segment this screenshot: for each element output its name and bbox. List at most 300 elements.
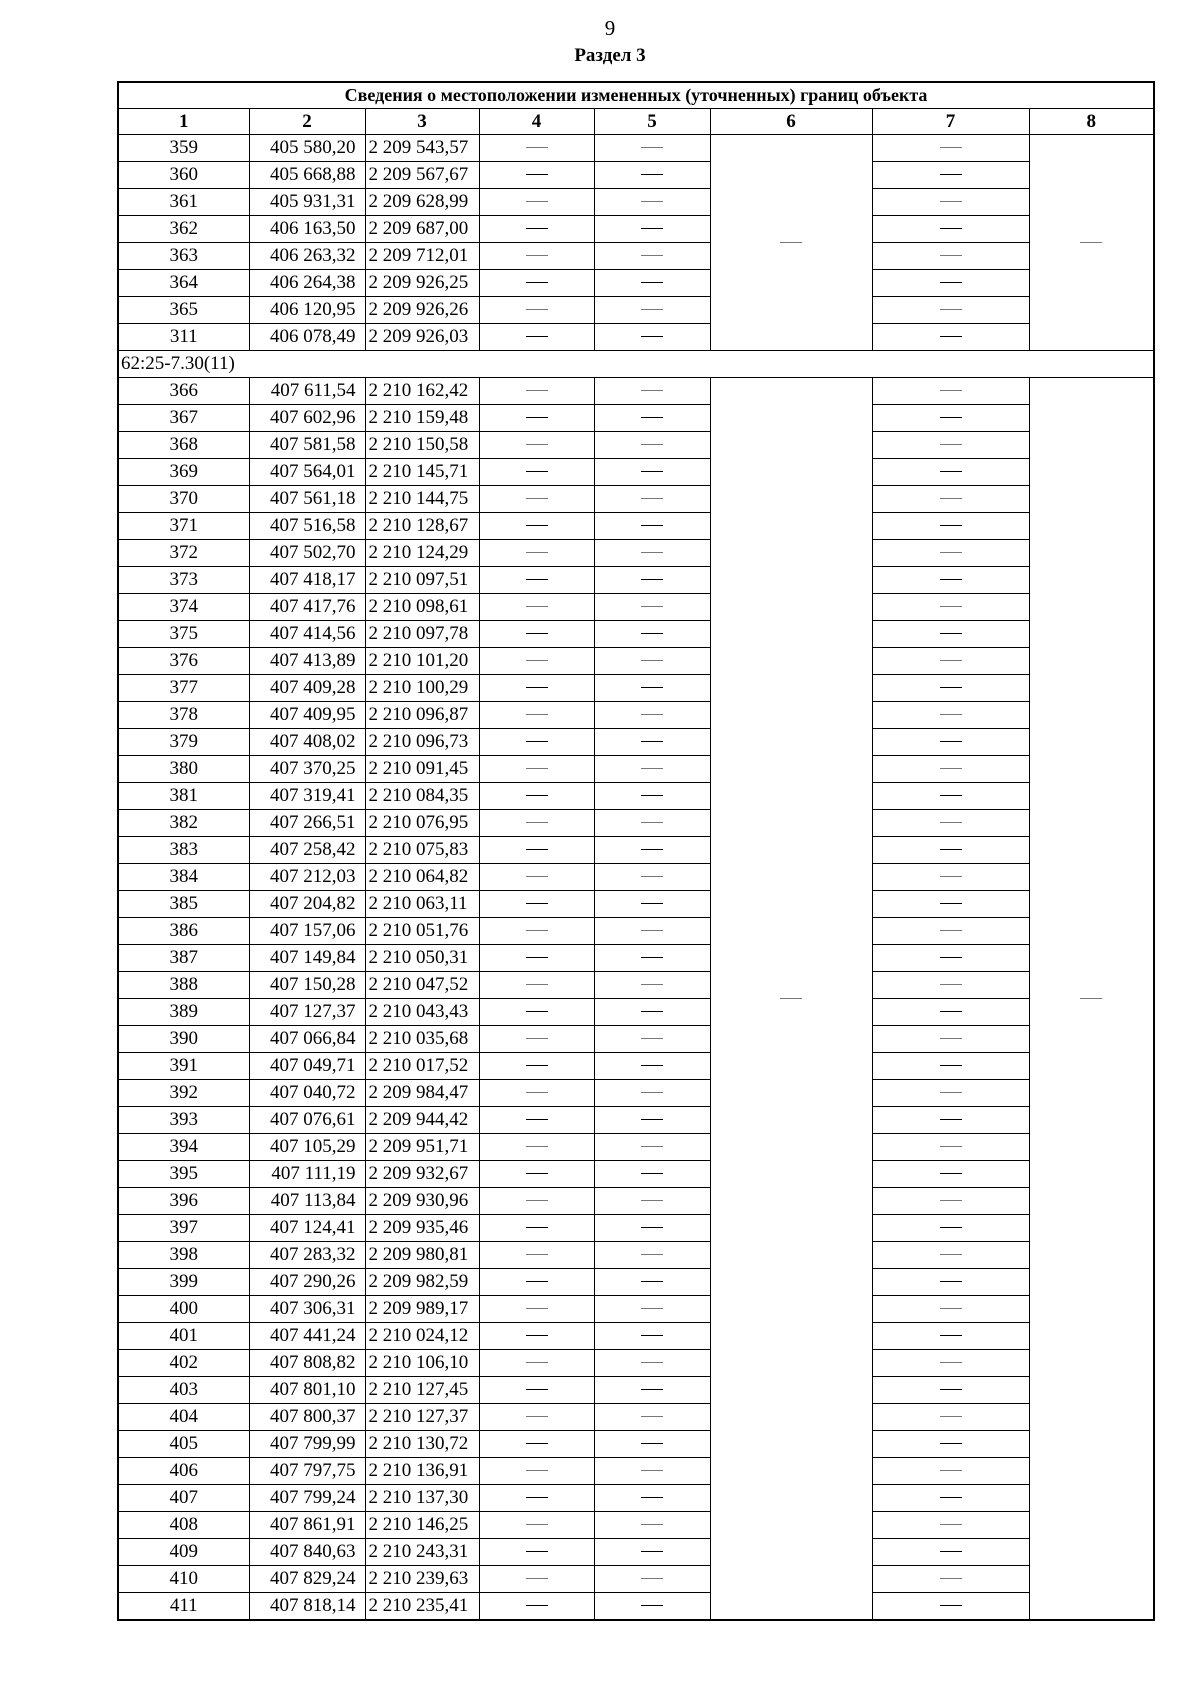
column-7-cell — [872, 972, 1029, 999]
point-number-cell: 372 — [118, 540, 249, 567]
column-4-cell — [479, 810, 594, 837]
dash-mark — [526, 1173, 548, 1174]
column-4-cell — [479, 1053, 594, 1080]
dash-mark — [526, 984, 548, 985]
table-row — [118, 1053, 1154, 1080]
column-7-cell — [872, 216, 1029, 243]
coordinate-x-cell: 407 066,84 — [249, 1026, 365, 1053]
table-row — [118, 621, 1154, 648]
column-5-cell — [594, 1296, 710, 1323]
column-5-cell — [594, 270, 710, 297]
dash-mark — [526, 336, 548, 337]
column-4-cell — [479, 324, 594, 351]
coordinate-x-cell: 407 861,91 — [249, 1512, 365, 1539]
dash-mark — [940, 1551, 962, 1552]
dash-mark — [940, 498, 962, 499]
dash-mark — [641, 1443, 663, 1444]
column-5-cell — [594, 405, 710, 432]
dash-mark — [641, 390, 663, 391]
coordinate-y-cell: 2 209 926,26 — [365, 297, 479, 324]
dash-mark — [641, 795, 663, 796]
column-header-row — [118, 109, 1154, 135]
table-row — [118, 999, 1154, 1026]
column-4-cell — [479, 1377, 594, 1404]
point-number-cell: 405 — [118, 1431, 249, 1458]
column-5-cell — [594, 1161, 710, 1188]
coordinate-x-cell: 407 124,41 — [249, 1215, 365, 1242]
column-5-cell — [594, 378, 710, 405]
dash-mark — [641, 1011, 663, 1012]
point-number-cell: 373 — [118, 567, 249, 594]
column-5-cell — [594, 1512, 710, 1539]
dash-mark — [526, 255, 548, 256]
dash-mark — [641, 201, 663, 202]
point-number-cell: 375 — [118, 621, 249, 648]
coordinate-y-cell: 2 210 091,45 — [365, 756, 479, 783]
column-7-cell — [872, 486, 1029, 513]
dash-mark — [526, 282, 548, 283]
dash-mark — [940, 579, 962, 580]
point-number-cell: 400 — [118, 1296, 249, 1323]
column-4-cell — [479, 1404, 594, 1431]
dash-mark — [641, 228, 663, 229]
dash-mark — [526, 1119, 548, 1120]
point-number-cell: 360 — [118, 162, 249, 189]
coordinate-y-cell: 2 209 982,59 — [365, 1269, 479, 1296]
dash-mark — [641, 1524, 663, 1525]
point-number-cell: 366 — [118, 378, 249, 405]
column-4-cell — [479, 1080, 594, 1107]
column-4-cell — [479, 432, 594, 459]
coordinate-x-cell: 406 263,32 — [249, 243, 365, 270]
dash-mark — [641, 309, 663, 310]
dash-mark — [526, 444, 548, 445]
column-4-cell — [479, 216, 594, 243]
table-row — [118, 1377, 1154, 1404]
dash-mark — [526, 174, 548, 175]
table-row — [118, 1269, 1154, 1296]
column-4-cell — [479, 1296, 594, 1323]
column-4-cell — [479, 243, 594, 270]
point-number-cell: 370 — [118, 486, 249, 513]
column-5-cell — [594, 1107, 710, 1134]
dash-mark — [526, 1470, 548, 1471]
coordinate-x-cell: 405 668,88 — [249, 162, 365, 189]
column-4-cell — [479, 1350, 594, 1377]
column-7-cell — [872, 1080, 1029, 1107]
table-row — [118, 513, 1154, 540]
column-5-cell — [594, 756, 710, 783]
dash-mark — [526, 417, 548, 418]
column-5-cell — [594, 648, 710, 675]
coordinate-y-cell: 2 210 024,12 — [365, 1323, 479, 1350]
coordinate-x-cell: 407 258,42 — [249, 837, 365, 864]
dash-mark — [940, 1605, 962, 1606]
dash-mark — [780, 242, 802, 243]
coordinate-y-cell: 2 210 137,30 — [365, 1485, 479, 1512]
dash-mark — [526, 1362, 548, 1363]
column-7-cell — [872, 756, 1029, 783]
point-number-cell: 385 — [118, 891, 249, 918]
point-number-cell: 396 — [118, 1188, 249, 1215]
point-number-cell: 379 — [118, 729, 249, 756]
table-row — [118, 864, 1154, 891]
column-7-cell — [872, 324, 1029, 351]
dash-mark — [940, 1119, 962, 1120]
column-7-cell — [872, 1593, 1029, 1621]
dash-mark — [940, 714, 962, 715]
point-number-cell: 363 — [118, 243, 249, 270]
coordinate-x-cell: 407 417,76 — [249, 594, 365, 621]
column-5-cell — [594, 513, 710, 540]
dash-mark — [940, 1470, 962, 1471]
column-4-cell — [479, 1458, 594, 1485]
column-7-cell — [872, 243, 1029, 270]
coordinate-y-cell: 2 209 951,71 — [365, 1134, 479, 1161]
table-row — [118, 1188, 1154, 1215]
dash-mark — [641, 552, 663, 553]
point-number-cell: 409 — [118, 1539, 249, 1566]
column-7-cell — [872, 1485, 1029, 1512]
point-number-cell: 389 — [118, 999, 249, 1026]
point-number-cell: 384 — [118, 864, 249, 891]
column-5-cell — [594, 891, 710, 918]
column-7-cell — [872, 270, 1029, 297]
point-number-cell: 367 — [118, 405, 249, 432]
dash-mark — [780, 998, 802, 999]
dash-mark — [940, 849, 962, 850]
table-row — [118, 1215, 1154, 1242]
column-4-cell — [479, 162, 594, 189]
coordinate-x-cell: 407 105,29 — [249, 1134, 365, 1161]
coordinate-x-cell: 407 306,31 — [249, 1296, 365, 1323]
coordinate-x-cell: 407 561,18 — [249, 486, 365, 513]
dash-mark — [526, 822, 548, 823]
column-7-cell — [872, 297, 1029, 324]
column-7-cell — [872, 1215, 1029, 1242]
column-5-cell — [594, 945, 710, 972]
coordinate-y-cell: 2 210 124,29 — [365, 540, 479, 567]
coordinate-x-cell: 407 409,28 — [249, 675, 365, 702]
table-row — [118, 783, 1154, 810]
coordinate-x-cell: 407 800,37 — [249, 1404, 365, 1431]
table-row — [118, 1242, 1154, 1269]
coordinate-x-cell: 407 611,54 — [249, 378, 365, 405]
column-7-cell — [872, 540, 1029, 567]
column-7-cell — [872, 594, 1029, 621]
dash-mark — [641, 1389, 663, 1390]
column-4-cell — [479, 1485, 594, 1512]
column-4-cell — [479, 1188, 594, 1215]
point-number-cell: 406 — [118, 1458, 249, 1485]
coordinate-x-cell: 407 266,51 — [249, 810, 365, 837]
column-header: 2 — [249, 109, 365, 135]
coordinate-x-cell: 406 264,38 — [249, 270, 365, 297]
dash-mark — [940, 255, 962, 256]
point-number-cell: 383 — [118, 837, 249, 864]
coordinate-x-cell: 407 516,58 — [249, 513, 365, 540]
column-7-cell — [872, 918, 1029, 945]
column-5-cell — [594, 1539, 710, 1566]
dash-mark — [641, 147, 663, 148]
table-row — [118, 1566, 1154, 1593]
coordinate-x-cell: 407 370,25 — [249, 756, 365, 783]
column-4-cell — [479, 567, 594, 594]
table-row — [118, 1134, 1154, 1161]
table-row — [118, 1107, 1154, 1134]
dash-mark — [940, 282, 962, 283]
column-5-cell — [594, 1242, 710, 1269]
coordinate-y-cell: 2 209 543,57 — [365, 135, 479, 162]
coordinate-x-cell: 407 414,56 — [249, 621, 365, 648]
column-5-cell — [594, 729, 710, 756]
coordinate-y-cell: 2 209 926,03 — [365, 324, 479, 351]
column-4-cell — [479, 972, 594, 999]
dash-mark — [641, 255, 663, 256]
table-body — [118, 135, 1154, 1621]
dash-mark — [940, 876, 962, 877]
dash-mark — [940, 1308, 962, 1309]
column-4-cell — [479, 594, 594, 621]
column-header: 7 — [872, 109, 1029, 135]
point-number-cell: 399 — [118, 1269, 249, 1296]
dash-mark — [641, 876, 663, 877]
dash-mark — [940, 390, 962, 391]
dash-mark — [526, 1389, 548, 1390]
column-5-cell — [594, 1485, 710, 1512]
column-7-cell — [872, 1323, 1029, 1350]
column-5-cell — [594, 486, 710, 513]
coordinate-x-cell: 407 204,82 — [249, 891, 365, 918]
column-4-cell — [479, 135, 594, 162]
point-number-cell: 377 — [118, 675, 249, 702]
column-6-merged-cell — [710, 378, 872, 1621]
column-4-cell — [479, 1539, 594, 1566]
table-row — [118, 378, 1154, 405]
point-number-cell: 397 — [118, 1215, 249, 1242]
table-row — [118, 216, 1154, 243]
column-4-cell — [479, 756, 594, 783]
column-5-cell — [594, 918, 710, 945]
dash-mark — [641, 1470, 663, 1471]
dash-mark — [526, 525, 548, 526]
dash-mark — [526, 849, 548, 850]
column-4-cell — [479, 459, 594, 486]
coordinate-x-cell: 407 076,61 — [249, 1107, 365, 1134]
column-4-cell — [479, 945, 594, 972]
dash-mark — [641, 633, 663, 634]
dash-mark — [641, 1416, 663, 1417]
column-5-cell — [594, 1377, 710, 1404]
coordinate-x-cell: 407 413,89 — [249, 648, 365, 675]
dash-mark — [940, 768, 962, 769]
column-7-cell — [872, 1539, 1029, 1566]
coordinate-y-cell: 2 210 063,11 — [365, 891, 479, 918]
column-4-cell — [479, 1107, 594, 1134]
dash-mark — [641, 336, 663, 337]
dash-mark — [940, 471, 962, 472]
dash-mark — [940, 336, 962, 337]
table-caption: Сведения о местоположении измененных (уточненных) границ объекта — [118, 82, 1154, 109]
column-5-cell — [594, 783, 710, 810]
coordinate-x-cell: 407 111,19 — [249, 1161, 365, 1188]
column-5-cell — [594, 567, 710, 594]
coordinate-y-cell: 2 209 926,25 — [365, 270, 479, 297]
column-4-cell — [479, 378, 594, 405]
dash-mark — [641, 1200, 663, 1201]
column-4-cell — [479, 1161, 594, 1188]
point-number-cell: 364 — [118, 270, 249, 297]
coordinate-x-cell: 407 581,58 — [249, 432, 365, 459]
dash-mark — [641, 1551, 663, 1552]
coordinate-y-cell: 2 210 097,51 — [365, 567, 479, 594]
dash-mark — [940, 1335, 962, 1336]
column-5-cell — [594, 1458, 710, 1485]
dash-mark — [526, 903, 548, 904]
point-number-cell: 390 — [118, 1026, 249, 1053]
dash-mark — [526, 1038, 548, 1039]
coordinate-y-cell: 2 210 128,67 — [365, 513, 479, 540]
table-row — [118, 1161, 1154, 1188]
column-5-cell — [594, 189, 710, 216]
dash-mark — [526, 147, 548, 148]
dash-mark — [526, 309, 548, 310]
dash-mark — [526, 930, 548, 931]
point-number-cell: 407 — [118, 1485, 249, 1512]
column-7-cell — [872, 810, 1029, 837]
coordinate-x-cell: 407 829,24 — [249, 1566, 365, 1593]
dash-mark — [526, 1551, 548, 1552]
point-number-cell: 380 — [118, 756, 249, 783]
column-7-cell — [872, 648, 1029, 675]
coordinate-x-cell: 406 120,95 — [249, 297, 365, 324]
point-number-cell: 395 — [118, 1161, 249, 1188]
dash-mark — [526, 1011, 548, 1012]
table-row — [118, 1512, 1154, 1539]
column-5-cell — [594, 999, 710, 1026]
coordinate-y-cell: 2 210 127,45 — [365, 1377, 479, 1404]
table-row — [118, 891, 1154, 918]
dash-mark — [526, 660, 548, 661]
dash-mark — [641, 1578, 663, 1579]
point-number-cell: 388 — [118, 972, 249, 999]
coordinate-x-cell: 407 212,03 — [249, 864, 365, 891]
column-4-cell — [479, 729, 594, 756]
column-7-cell — [872, 999, 1029, 1026]
column-4-cell — [479, 999, 594, 1026]
table-row — [118, 486, 1154, 513]
column-5-cell — [594, 432, 710, 459]
point-number-cell: 386 — [118, 918, 249, 945]
dash-mark — [526, 390, 548, 391]
dash-mark — [526, 606, 548, 607]
point-number-cell: 382 — [118, 810, 249, 837]
dash-mark — [641, 984, 663, 985]
column-header: 4 — [479, 109, 594, 135]
column-4-cell — [479, 837, 594, 864]
table-row — [118, 270, 1154, 297]
column-7-cell — [872, 1404, 1029, 1431]
column-header: 6 — [710, 109, 872, 135]
dash-mark — [940, 444, 962, 445]
dash-mark — [641, 1038, 663, 1039]
table-row — [118, 837, 1154, 864]
column-5-cell — [594, 1566, 710, 1593]
coordinate-y-cell: 2 209 944,42 — [365, 1107, 479, 1134]
dash-mark — [940, 795, 962, 796]
dash-mark — [641, 1281, 663, 1282]
dash-mark — [940, 1173, 962, 1174]
column-4-cell — [479, 1566, 594, 1593]
coordinate-x-cell: 406 163,50 — [249, 216, 365, 243]
coordinate-y-cell: 2 209 628,99 — [365, 189, 479, 216]
coordinate-y-cell: 2 210 064,82 — [365, 864, 479, 891]
dash-mark — [526, 714, 548, 715]
coordinate-x-cell: 407 409,95 — [249, 702, 365, 729]
dash-mark — [940, 1254, 962, 1255]
column-5-cell — [594, 1080, 710, 1107]
dash-mark — [940, 525, 962, 526]
column-5-cell — [594, 459, 710, 486]
dash-mark — [526, 498, 548, 499]
dash-mark — [940, 822, 962, 823]
column-7-cell — [872, 1269, 1029, 1296]
coordinate-x-cell: 407 818,14 — [249, 1593, 365, 1621]
column-5-cell — [594, 135, 710, 162]
point-number-cell: 404 — [118, 1404, 249, 1431]
dash-mark — [641, 1119, 663, 1120]
column-7-cell — [872, 1188, 1029, 1215]
point-number-cell: 368 — [118, 432, 249, 459]
column-7-cell — [872, 621, 1029, 648]
column-4-cell — [479, 405, 594, 432]
column-4-cell — [479, 1242, 594, 1269]
dash-mark — [940, 1389, 962, 1390]
coordinate-x-cell: 407 149,84 — [249, 945, 365, 972]
table-row — [118, 729, 1154, 756]
column-header: 3 — [365, 109, 479, 135]
column-header: 1 — [118, 109, 249, 135]
table-row — [118, 1404, 1154, 1431]
dash-mark — [940, 1200, 962, 1201]
column-4-cell — [479, 1431, 594, 1458]
coordinate-x-cell: 407 290,26 — [249, 1269, 365, 1296]
dash-mark — [526, 1335, 548, 1336]
column-5-cell — [594, 864, 710, 891]
coordinate-y-cell: 2 210 017,52 — [365, 1053, 479, 1080]
dash-mark — [641, 903, 663, 904]
column-4-cell — [479, 864, 594, 891]
point-number-cell: 393 — [118, 1107, 249, 1134]
coordinate-x-cell: 407 127,37 — [249, 999, 365, 1026]
column-4-cell — [479, 486, 594, 513]
dash-mark — [940, 1443, 962, 1444]
table-row — [118, 972, 1154, 999]
dash-mark — [940, 1038, 962, 1039]
parcel-label: 62:25-7.30(11) — [118, 351, 1154, 378]
dash-mark — [641, 444, 663, 445]
coordinate-y-cell: 2 209 567,67 — [365, 162, 479, 189]
table-row — [118, 567, 1154, 594]
dash-mark — [641, 768, 663, 769]
point-number-cell: 371 — [118, 513, 249, 540]
coordinate-x-cell: 407 049,71 — [249, 1053, 365, 1080]
dash-mark — [940, 903, 962, 904]
column-7-cell — [872, 135, 1029, 162]
column-4-cell — [479, 675, 594, 702]
coordinate-x-cell: 407 040,72 — [249, 1080, 365, 1107]
dash-mark — [940, 1497, 962, 1498]
